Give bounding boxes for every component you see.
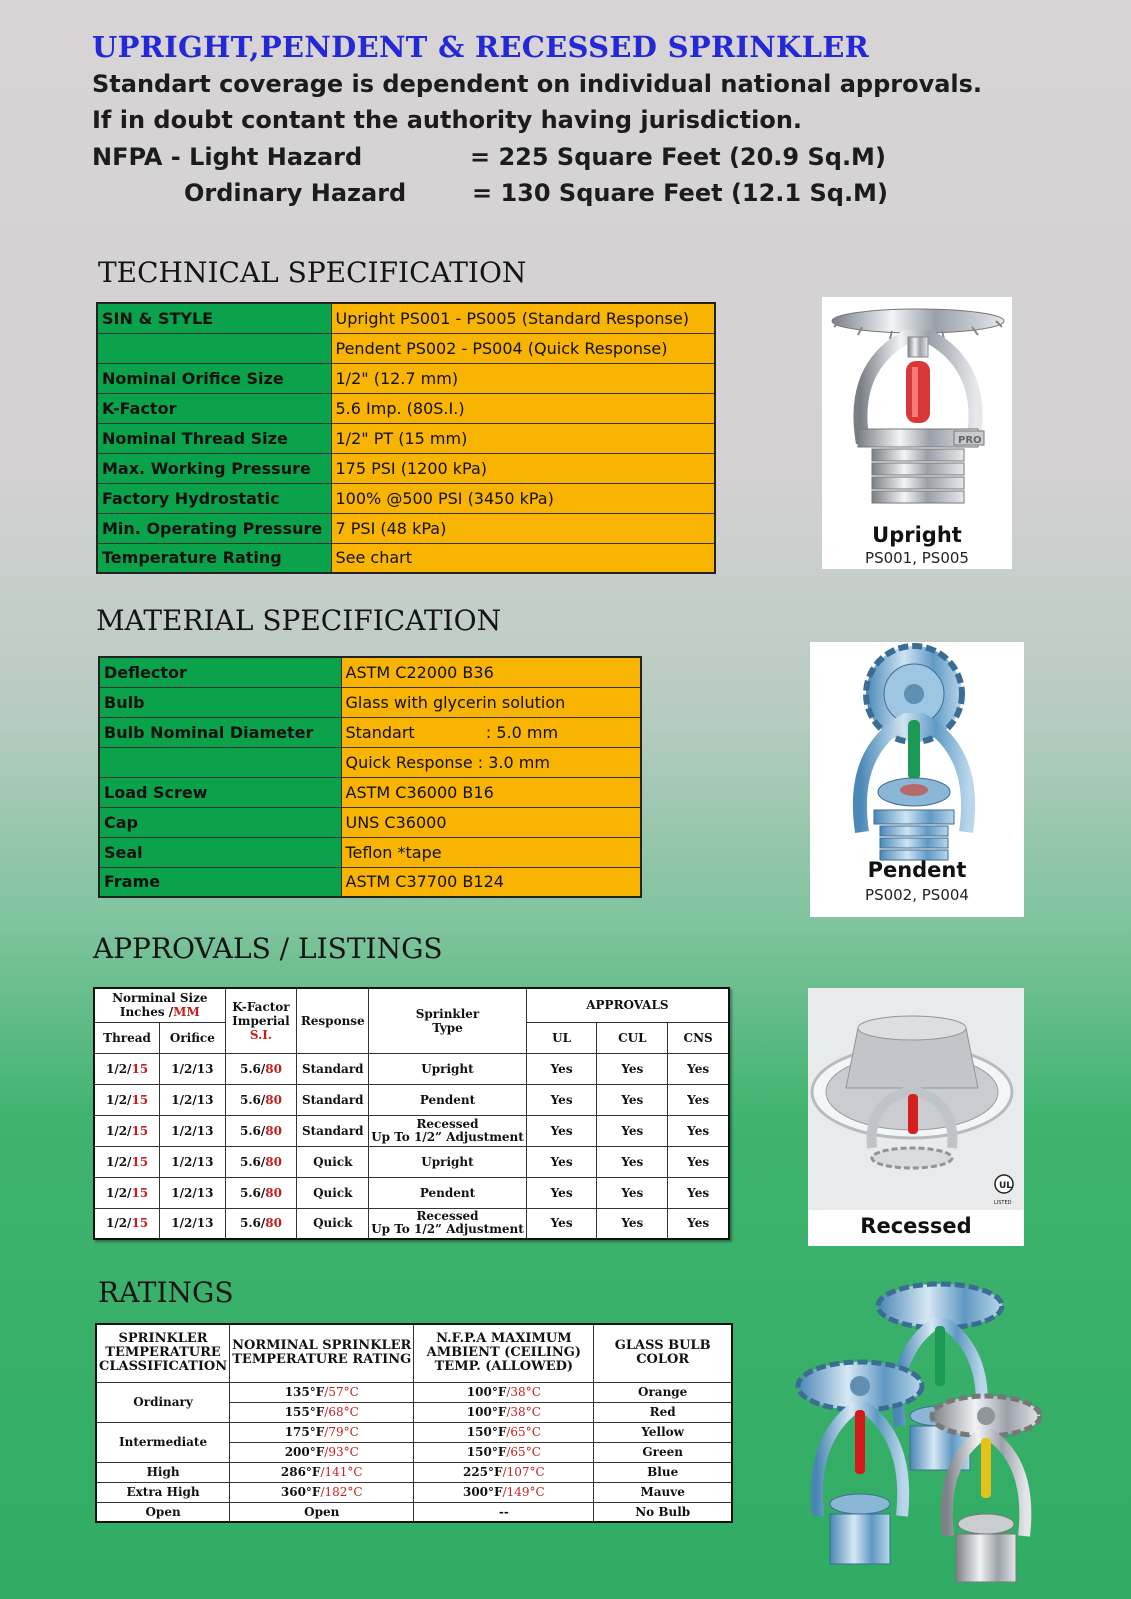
cell-text: 150°F: [466, 1425, 507, 1439]
cul-listing-mark: [994, 1175, 1013, 1206]
rating-cell: 286°F/141°C: [230, 1462, 414, 1482]
cell-text: 38°C: [510, 1405, 541, 1419]
cul-cell: Yes: [597, 1115, 668, 1146]
spec-value: ASTM C22000 B36: [341, 657, 641, 687]
header-text: Norminal Size: [112, 991, 208, 1006]
header-max-ambient: [414, 1324, 594, 1382]
spec-value: UNS C36000: [341, 807, 641, 837]
upright-stamp: PRO: [958, 435, 982, 446]
pendent-sprinkler-image: [810, 642, 1024, 864]
type-cell: [369, 1177, 527, 1208]
cell-text: 79°C: [328, 1425, 359, 1439]
cell-text: 80: [265, 1216, 282, 1231]
k-factor-cell: [225, 1053, 297, 1084]
cell-text: 93°C: [328, 1445, 359, 1459]
page-title: UPRIGHT,PENDENT & RECESSED SPRINKLER: [92, 30, 870, 64]
header-text: Inches /: [119, 1005, 174, 1020]
header-text: TEMPERATURE RATING: [232, 1352, 412, 1368]
cell-text: 1/2/: [105, 1154, 132, 1169]
table-row: [97, 543, 715, 573]
ratings-heading: RATINGS: [98, 1276, 234, 1309]
cell-text: 80: [265, 1061, 282, 1076]
table-row: [94, 1115, 729, 1146]
header-classification: [96, 1324, 230, 1382]
k-factor-cell: [225, 1146, 297, 1177]
header-text: K-Factor: [232, 999, 290, 1014]
type-text: Up To 1/2” Adjustment: [371, 1129, 524, 1144]
cell-text: 175°F: [284, 1425, 325, 1439]
table-row: [94, 1053, 729, 1084]
header-text: S.I.: [249, 1027, 273, 1042]
bulb-color-cell: Orange: [594, 1382, 732, 1402]
cul-cell: Yes: [597, 1084, 668, 1115]
orifice-cell: 1/2/13: [160, 1208, 226, 1239]
header-k-factor: [225, 988, 297, 1053]
material-spec-heading: MATERIAL SPECIFICATION: [96, 604, 502, 637]
header-nominal-size: [94, 988, 225, 1022]
header-text: TEMPERATURE: [105, 1345, 221, 1361]
cell-text: 65°C: [510, 1425, 541, 1439]
max-ambient-cell: 150°F/65°C: [414, 1442, 594, 1462]
header-text: N.F.P.A MAXIMUM: [436, 1331, 572, 1347]
technical-spec-heading: TECHNICAL SPECIFICATION: [98, 256, 527, 289]
spec-label: Min. Operating Pressure: [97, 513, 331, 543]
cell-text: 80: [265, 1123, 282, 1138]
table-row: [99, 837, 641, 867]
cell-text: 15: [131, 1092, 149, 1107]
spec-value: Standart : 5.0 mm: [341, 717, 641, 747]
header-text: MM: [173, 1005, 200, 1020]
header-bulb-color: [594, 1324, 732, 1382]
table-row: [96, 1462, 732, 1482]
cell-text: 149°C: [506, 1485, 545, 1499]
upright-sprinkler-image: [822, 297, 1012, 517]
cell-text: 1/2/: [105, 1216, 132, 1231]
table-row: [96, 1502, 732, 1522]
cell-text: 107°C: [506, 1465, 545, 1479]
spec-label: SIN & STYLE: [97, 303, 331, 333]
cns-cell: Yes: [668, 1053, 729, 1084]
max-ambient-cell: 300°F/149°C: [414, 1482, 594, 1502]
spec-label: Max. Working Pressure: [97, 453, 331, 483]
cul-cell: Yes: [597, 1208, 668, 1239]
cell-text: 150°F: [466, 1445, 507, 1459]
spec-value: ASTM C37700 B124: [341, 867, 641, 897]
approvals-heading: APPROVALS / LISTINGS: [93, 932, 443, 965]
header-orifice: Orifice: [160, 1022, 226, 1053]
cell-text: 57°C: [328, 1385, 359, 1399]
spec-value: Teflon *tape: [341, 837, 641, 867]
spec-label: Cap: [99, 807, 341, 837]
ul-cell: Yes: [526, 1084, 597, 1115]
header-text: Type: [432, 1020, 463, 1035]
spec-value: Quick Response : 3.0 mm: [341, 747, 641, 777]
type-cell: [369, 1053, 527, 1084]
cns-cell: Yes: [668, 1084, 729, 1115]
cell-text: 135°F: [284, 1385, 325, 1399]
max-ambient-cell: 225°F/107°C: [414, 1462, 594, 1482]
hazard-light-label: NFPA - Light Hazard: [92, 143, 363, 171]
type-text: Recessed: [416, 1116, 479, 1131]
spec-value: 1/2" (12.7 mm): [331, 363, 715, 393]
table-row: [99, 777, 641, 807]
table-row: [96, 1422, 732, 1442]
header-ul: UL: [526, 1022, 597, 1053]
table-row: [99, 717, 641, 747]
table-row: [97, 423, 715, 453]
spec-label: Load Screw: [99, 777, 341, 807]
cell-text: 141°C: [324, 1465, 363, 1479]
intro-line-2: If in doubt contant the authority having jurisdiction.: [92, 106, 803, 134]
spec-label: K-Factor: [97, 393, 331, 423]
bulb-color-cell: No Bulb: [594, 1502, 732, 1522]
product-card-recessed: [808, 988, 1024, 1246]
spec-label: Bulb Nominal Diameter: [99, 717, 341, 747]
header-text: GLASS BULB: [614, 1338, 711, 1354]
recessed-sprinkler-image: [808, 988, 1024, 1210]
cell-text: 5.6/: [239, 1154, 266, 1169]
spec-value: Glass with glycerin solution: [341, 687, 641, 717]
max-ambient-cell: 100°F/38°C: [414, 1402, 594, 1422]
table-row: [97, 363, 715, 393]
material-spec-table: [98, 656, 642, 898]
cell-text: 1/2/: [105, 1061, 132, 1076]
hazard-light-value: = 225 Square Feet (20.9 Sq.M): [470, 143, 886, 171]
cell-text: 80: [265, 1154, 282, 1169]
header-temperature-rating: [230, 1324, 414, 1382]
cell-text: 360°F: [280, 1485, 321, 1499]
header-text: Sprinkler: [415, 1006, 480, 1021]
response-cell: Quick: [297, 1177, 369, 1208]
classification-cell: Extra High: [96, 1482, 230, 1502]
cell-text: 100°F: [466, 1385, 507, 1399]
header-cns: CNS: [668, 1022, 729, 1053]
response-cell: Standard: [297, 1084, 369, 1115]
spec-value: Upright PS001 - PS005 (Standard Response): [331, 303, 715, 333]
ul-cell: Yes: [526, 1115, 597, 1146]
bulb-color-cell: Blue: [594, 1462, 732, 1482]
header-approvals: APPROVALS: [526, 988, 729, 1022]
response-cell: Standard: [297, 1115, 369, 1146]
spec-label: [99, 747, 341, 777]
cul-cell: Yes: [597, 1053, 668, 1084]
rating-cell: 175°F/79°C: [230, 1422, 414, 1442]
table-header-row: [94, 988, 729, 1022]
cell-text: 15: [131, 1185, 149, 1200]
header-thread: Thread: [94, 1022, 160, 1053]
cns-cell: Yes: [668, 1146, 729, 1177]
spec-value: Pendent PS002 - PS004 (Quick Response): [331, 333, 715, 363]
type-cell: [369, 1084, 527, 1115]
spec-value: 7 PSI (48 kPa): [331, 513, 715, 543]
thread-cell: [94, 1053, 160, 1084]
header-response: Response: [297, 988, 369, 1053]
spec-value: 5.6 Imp. (80S.I.): [331, 393, 715, 423]
header-text: CLASSIFICATION: [99, 1359, 228, 1375]
bulb-color-cell: Yellow: [594, 1422, 732, 1442]
header-sprinkler-type: [369, 988, 527, 1053]
pendent-name: Pendent: [867, 858, 967, 882]
spec-value: 1/2" PT (15 mm): [331, 423, 715, 453]
listed-text: LISTED: [994, 1200, 1012, 1206]
ratings-body: [96, 1382, 732, 1522]
max-ambient-cell: --: [414, 1502, 594, 1522]
header-text: SPRINKLER: [118, 1331, 208, 1347]
bulb-color-cell: Red: [594, 1402, 732, 1422]
cell-text: 5.6/: [239, 1092, 266, 1107]
classification-cell: Intermediate: [96, 1422, 230, 1462]
spec-value: See chart: [331, 543, 715, 573]
table-row: [97, 513, 715, 543]
header-text: COLOR: [636, 1352, 690, 1368]
ul-cell: Yes: [526, 1208, 597, 1239]
type-text: Pendent: [419, 1092, 476, 1107]
type-text: Up To 1/2” Adjustment: [371, 1222, 524, 1237]
cns-cell: Yes: [668, 1208, 729, 1239]
bulb-color-cell: Green: [594, 1442, 732, 1462]
type-text: Upright: [421, 1061, 474, 1076]
table-row: [99, 747, 641, 777]
cns-cell: Yes: [668, 1177, 729, 1208]
rating-cell: 360°F/182°C: [230, 1482, 414, 1502]
response-cell: Standard: [297, 1053, 369, 1084]
response-cell: Quick: [297, 1146, 369, 1177]
k-factor-cell: [225, 1177, 297, 1208]
orifice-cell: 1/2/13: [160, 1084, 226, 1115]
cns-cell: Yes: [668, 1115, 729, 1146]
cell-text: 15: [131, 1123, 149, 1138]
ul-cell: Yes: [526, 1053, 597, 1084]
table-row: [94, 1208, 729, 1239]
cell-text: 300°F: [462, 1485, 503, 1499]
cell-text: 15: [131, 1154, 149, 1169]
cell-text: 286°F: [280, 1465, 321, 1479]
cell-text: 5.6/: [239, 1123, 266, 1138]
technical-spec-table: [96, 302, 716, 574]
cell-text: 1/2/: [105, 1092, 132, 1107]
cell-text: 68°C: [328, 1405, 359, 1419]
k-factor-cell: [225, 1084, 297, 1115]
cell-text: 5.6/: [239, 1185, 266, 1200]
intro-line-1: Standart coverage is dependent on individual national approvals.: [92, 70, 983, 98]
table-row: [94, 1177, 729, 1208]
spec-label: Deflector: [99, 657, 341, 687]
cell-text: 38°C: [510, 1385, 541, 1399]
table-row: [97, 333, 715, 363]
cell-text: 1/2/: [105, 1185, 132, 1200]
k-factor-cell: [225, 1208, 297, 1239]
spec-label: [97, 333, 331, 363]
thread-cell: [94, 1177, 160, 1208]
max-ambient-cell: 100°F/38°C: [414, 1382, 594, 1402]
table-row: [99, 807, 641, 837]
cell-text: 182°C: [324, 1485, 363, 1499]
table-row: [97, 303, 715, 333]
spec-label: Seal: [99, 837, 341, 867]
spec-label: Nominal Orifice Size: [97, 363, 331, 393]
hazard-ordinary-label: Ordinary Hazard: [184, 179, 407, 207]
cell-text: 225°F: [462, 1465, 503, 1479]
orifice-cell: 1/2/13: [160, 1053, 226, 1084]
classification-cell: Open: [96, 1502, 230, 1522]
type-cell: [369, 1208, 527, 1239]
table-row: [99, 867, 641, 897]
header-text: TEMP. (ALLOWED): [434, 1359, 574, 1375]
pendent-models: PS002, PS004: [865, 886, 969, 904]
ul-cell: Yes: [526, 1177, 597, 1208]
bulb-color-cell: Mauve: [594, 1482, 732, 1502]
recessed-name: Recessed: [860, 1214, 972, 1238]
cell-text: 5.6/: [239, 1216, 266, 1231]
rating-cell: 200°F/93°C: [230, 1442, 414, 1462]
rating-cell: Open: [230, 1502, 414, 1522]
ratings-table: [95, 1323, 733, 1523]
orifice-cell: 1/2/13: [160, 1177, 226, 1208]
header-text: [97, 1005, 223, 1019]
thread-cell: [94, 1084, 160, 1115]
cell-text: 15: [131, 1061, 149, 1076]
type-cell: [369, 1146, 527, 1177]
orifice-cell: 1/2/13: [160, 1146, 226, 1177]
thread-cell: [94, 1146, 160, 1177]
table-row: [97, 453, 715, 483]
classification-cell: High: [96, 1462, 230, 1482]
spec-label: Nominal Thread Size: [97, 423, 331, 453]
cell-text: 15: [131, 1216, 149, 1231]
spec-value: ASTM C36000 B16: [341, 777, 641, 807]
header-text: Imperial: [232, 1013, 290, 1028]
table-row: [96, 1482, 732, 1502]
table-header-row: [96, 1324, 732, 1382]
spec-value: 175 PSI (1200 kPa): [331, 453, 715, 483]
table-row: [99, 687, 641, 717]
table-row: [94, 1146, 729, 1177]
svg-text:UL: UL: [999, 1181, 1013, 1191]
header-cul: CUL: [597, 1022, 668, 1053]
upright-models: PS001, PS005: [865, 549, 969, 567]
ul-cell: Yes: [526, 1146, 597, 1177]
table-row: [99, 657, 641, 687]
max-ambient-cell: 150°F/65°C: [414, 1422, 594, 1442]
spec-label: Bulb: [99, 687, 341, 717]
type-text: Recessed: [416, 1209, 479, 1224]
cell-text: 1/2/: [105, 1123, 132, 1138]
cell-text: 5.6/: [239, 1061, 266, 1076]
spec-value: 100% @500 PSI (3450 kPa): [331, 483, 715, 513]
classification-cell: Ordinary: [96, 1382, 230, 1422]
table-row: [96, 1382, 732, 1402]
orifice-cell: 1/2/13: [160, 1115, 226, 1146]
table-row: [94, 1084, 729, 1115]
type-text: Pendent: [419, 1185, 476, 1200]
header-text: AMBIENT (CEILING): [426, 1345, 582, 1361]
sprinkler-group-image: [790, 1266, 1090, 1586]
type-cell: [369, 1115, 527, 1146]
table-row: [97, 393, 715, 423]
product-card-pendent: [810, 642, 1024, 917]
approvals-table: [93, 987, 730, 1240]
type-text: Upright: [421, 1154, 474, 1169]
spec-label: Temperature Rating: [97, 543, 331, 573]
header-text: NORMINAL SPRINKLER: [232, 1338, 412, 1354]
upright-name: Upright: [872, 523, 962, 547]
spec-label: Factory Hydrostatic: [97, 483, 331, 513]
rating-cell: 155°F/68°C: [230, 1402, 414, 1422]
cell-text: 100°F: [466, 1405, 507, 1419]
response-cell: Quick: [297, 1208, 369, 1239]
hazard-ordinary-value: = 130 Square Feet (12.1 Sq.M): [472, 179, 888, 207]
approvals-body: [94, 1053, 729, 1239]
spec-label: Frame: [99, 867, 341, 897]
cell-text: 65°C: [510, 1445, 541, 1459]
cell-text: 80: [265, 1185, 282, 1200]
k-factor-cell: [225, 1115, 297, 1146]
rating-cell: 135°F/57°C: [230, 1382, 414, 1402]
cell-text: 80: [265, 1092, 282, 1107]
product-card-upright: [822, 297, 1012, 569]
cul-cell: Yes: [597, 1177, 668, 1208]
cul-cell: Yes: [597, 1146, 668, 1177]
thread-cell: [94, 1208, 160, 1239]
cell-text: 155°F: [284, 1405, 325, 1419]
cell-text: 200°F: [284, 1445, 325, 1459]
thread-cell: [94, 1115, 160, 1146]
table-row: [97, 483, 715, 513]
